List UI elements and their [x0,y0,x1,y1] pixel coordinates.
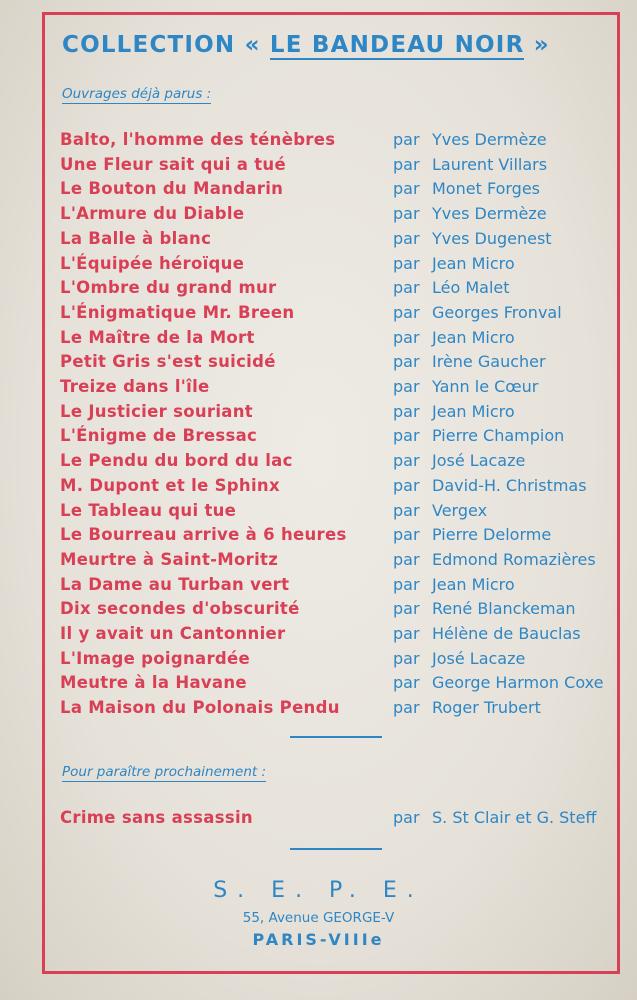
book-entry [0,254,637,278]
par-label: par [393,179,420,199]
par-label: par [393,302,420,322]
book-author: Monet Forges [432,179,540,199]
divider-rule [290,736,382,738]
book-author: José Lacaze [432,648,526,668]
book-author: José Lacaze [432,451,526,471]
book-title: Le Tableau qui tue [60,500,237,520]
book-entry [0,550,637,574]
par-label: par [393,401,420,421]
book-author: Pierre Champion [432,426,565,446]
book-author: Laurent Villars [432,154,548,174]
book-title: Balto, l'homme des ténèbres [60,130,336,149]
par-label: par [393,352,420,372]
book-entry [0,624,637,648]
book-author: Pierre Delorme [432,525,552,545]
book-title: Une Fleur sait qui a tué [60,154,286,174]
upcoming-heading: Pour paraître prochainement : [62,764,267,780]
book-author: Jean Micro [432,327,515,347]
par-label: par [393,228,420,248]
book-author: Jean Micro [432,574,515,594]
book-title: L'Ombre du grand mur [60,278,277,298]
par-label: par [393,599,420,619]
par-label: par [393,808,420,827]
book-entry [0,501,637,525]
book-title: Le Bourreau arrive à 6 heures [60,525,347,545]
book-entry [0,229,637,253]
book-entry [0,130,637,154]
book-title: L'Énigmatique Mr. Breen [60,302,295,322]
par-label: par [393,154,420,174]
book-entry [0,575,637,599]
book-title: L'Énigme de Bressac [60,426,258,446]
publisher-address: 55, Avenue GEORGE-V [242,910,395,926]
book-author: Edmond Romazières [432,549,596,569]
par-label: par [393,278,420,298]
book-title: Treize dans l'île [60,377,210,396]
book-author: George Harmon Coxe [432,673,604,693]
collection-name: LE BANDEAU NOIR [269,32,525,58]
book-author: Hélène de Bauclas [432,624,581,643]
book-entry [0,155,637,179]
book-title: L'Armure du Diable [60,204,245,224]
book-author: Irène Gaucher [432,352,546,372]
collection-title [62,32,622,58]
title-suffix: » [533,32,550,58]
book-entry [0,352,637,376]
published-heading: Ouvrages déjà parus : [62,86,212,102]
par-label: par [393,500,420,520]
book-title: Le Pendu du bord du lac [60,451,293,471]
book-author: Jean Micro [432,401,515,421]
book-entry [0,426,637,450]
book-title: Dix secondes d'obscurité [60,599,300,619]
book-title: Petit Gris s'est suicidé [60,352,276,372]
par-label: par [393,525,420,545]
divider-rule [290,848,382,850]
book-author: Yves Dermèze [432,204,547,224]
par-label: par [393,253,420,273]
book-entry [0,377,637,401]
par-label: par [393,574,420,594]
book-title: M. Dupont et le Sphinx [60,475,280,495]
book-title: La Dame au Turban vert [60,574,290,594]
publisher-name: S. E. P. E. [213,878,424,903]
book-entry [0,525,637,549]
par-label: par [393,377,420,396]
book-title: Crime sans assassin [60,808,253,827]
book-author: Jean Micro [432,253,515,273]
book-entry [0,204,637,228]
book-title: Il y avait un Cantonnier [60,624,286,643]
book-title: Le Maître de la Mort [60,327,255,347]
book-entry [0,303,637,327]
book-author: René Blanckeman [432,599,576,619]
par-label: par [393,698,420,718]
book-title: La Balle à blanc [60,228,212,248]
par-label: par [393,204,420,224]
book-entry [0,328,637,352]
book-author: Vergex [432,500,488,520]
book-title: L'Équipée héroïque [60,253,245,273]
book-author: Yves Dugenest [432,228,552,248]
book-entry [0,673,637,697]
par-label: par [393,475,420,495]
book-title: Le Bouton du Mandarin [60,179,284,199]
book-entry [0,808,637,832]
par-label: par [393,451,420,471]
par-label: par [393,130,420,149]
title-prefix: COLLECTION « [62,32,261,58]
book-entry [0,179,637,203]
book-title: L'Image poignardée [60,648,251,668]
book-author: S. St Clair et G. Steff [432,808,597,827]
book-entry [0,451,637,475]
par-label: par [393,624,420,643]
publisher-city: PARIS-VIIIe [252,930,385,949]
book-entry [0,476,637,500]
book-author: David-H. Christmas [432,475,587,495]
book-title: Meutre à la Havane [60,673,247,693]
book-entry [0,698,637,722]
book-author: Léo Malet [432,278,510,298]
book-entry [0,599,637,623]
book-entry [0,278,637,302]
book-entry [0,402,637,426]
book-title: Meurtre à Saint-Moritz [60,549,279,569]
par-label: par [393,673,420,693]
book-title: Le Justicier souriant [60,401,253,421]
book-author: Roger Trubert [432,698,541,718]
par-label: par [393,426,420,446]
par-label: par [393,549,420,569]
book-entry [0,649,637,673]
par-label: par [393,327,420,347]
book-author: Yves Dermèze [432,130,547,149]
par-label: par [393,648,420,668]
book-title: La Maison du Polonais Pendu [60,698,340,718]
book-author: Georges Fronval [432,302,562,322]
book-author: Yann le Cœur [432,377,539,396]
